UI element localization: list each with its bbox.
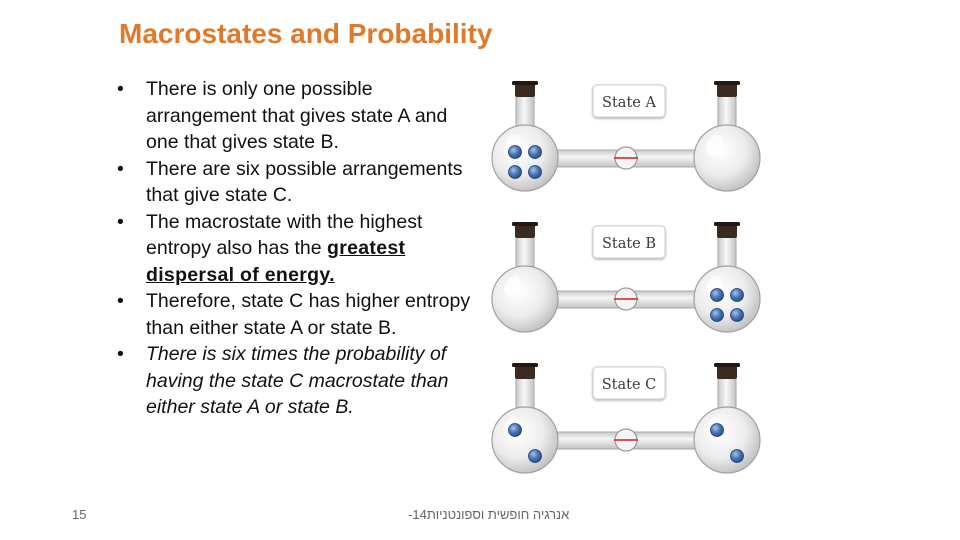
stopper-cap: [512, 222, 538, 226]
slide-title: Macrostates and Probability: [119, 18, 493, 49]
bullet-text-part: There are six possible arrangements that give state C.: [146, 157, 463, 206]
gas-particle: [509, 424, 522, 437]
bullet-item: [115, 156, 475, 209]
gas-particle: [731, 289, 744, 302]
state-label-text: State C: [601, 377, 657, 393]
bullet-item: [115, 288, 475, 341]
bullet-list: [115, 76, 475, 421]
bullet-marker: •: [117, 78, 124, 100]
state-label-text: State B: [601, 236, 657, 252]
flask-bulb: [694, 125, 760, 191]
gas-particle: [529, 146, 542, 159]
bullet-item: [115, 341, 475, 421]
left-flask: [492, 222, 558, 332]
gas-particle: [711, 424, 724, 437]
gas-particle: [731, 450, 744, 463]
bullet-text: [146, 211, 422, 286]
state-label: [593, 226, 665, 258]
stopper-cap: [512, 363, 538, 367]
footer-text: אנרגיה חופשית וספונטניות14-: [408, 507, 570, 522]
bullet-text-part: Therefore, state C has higher entropy than either state A or state B.: [146, 290, 471, 339]
bullet-marker: •: [117, 157, 124, 180]
bullet-item: [115, 209, 475, 289]
gas-particle: [731, 309, 744, 322]
right-flask: [694, 363, 760, 473]
bullet-text-part: The macrostate with the highest entropy also has the: [146, 210, 423, 259]
left-flask: [492, 81, 558, 191]
right-flask: [694, 81, 760, 191]
bullet-emphasis: greatest dispersal of energy.: [146, 237, 406, 286]
flask-bulb: [694, 407, 760, 473]
left-flask: [492, 363, 558, 473]
bullet-text-part: There is six times the probability of having the state C macrostate than either state A or state B.: [146, 343, 449, 418]
state-label-text: State A: [602, 95, 656, 111]
flask-bulb: [492, 125, 558, 191]
bullet-text: [146, 290, 470, 339]
stopper-cap: [714, 222, 740, 226]
flask-states-figure: [487, 76, 787, 496]
page-number: 15: [72, 507, 87, 522]
stopcock-valve: [614, 429, 638, 451]
gas-particle: [529, 450, 542, 463]
flask-bulb: [492, 266, 558, 332]
bullet-text: [146, 343, 448, 418]
right-flask: [694, 222, 760, 332]
bullet-marker: •: [117, 343, 124, 365]
flask-state-b: [492, 222, 760, 332]
bullet-marker: •: [117, 210, 124, 233]
gas-particle: [509, 146, 522, 159]
stopcock-valve: [614, 288, 638, 310]
flask-bulb: [694, 266, 760, 332]
bullet-item: [115, 76, 475, 156]
stopper-cap: [714, 81, 740, 85]
state-label: [593, 367, 665, 399]
flask-state-a: [492, 81, 760, 191]
gas-particle: [711, 309, 724, 322]
bullet-marker: •: [117, 290, 124, 312]
gas-particle: [529, 166, 542, 179]
gas-particle: [509, 166, 522, 179]
bullet-text: [146, 158, 463, 207]
gas-particle: [711, 289, 724, 302]
state-label: [593, 85, 665, 117]
bullet-text: [146, 78, 447, 153]
stopcock-valve: [614, 147, 638, 169]
bullet-text-part: There is only one possible arrangement that gives state A and one that gives state B.: [146, 78, 448, 153]
flask-state-c: [492, 363, 760, 473]
stopper-cap: [714, 363, 740, 367]
stopper-cap: [512, 81, 538, 85]
flask-bulb: [492, 407, 558, 473]
